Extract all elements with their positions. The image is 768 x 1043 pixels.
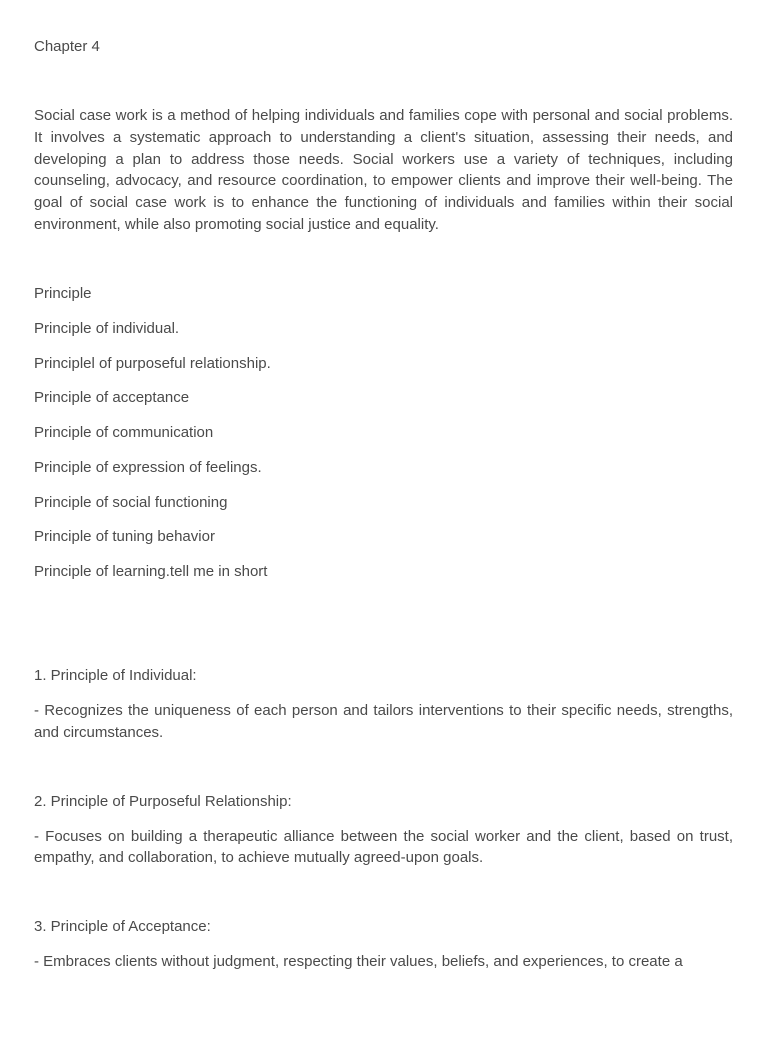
answer-body: - Focuses on building a therapeutic alliance between the social worker and the client, based on trust, empathy, and collaboration, to achieve mutually agreed-upon goals.	[34, 827, 733, 867]
answer-body: - Embraces clients without judgment, respecting their values, beliefs, and experiences, to create a	[34, 953, 683, 970]
answer-item	[34, 666, 733, 792]
principle-item: Principle of communication	[34, 424, 214, 441]
answer-heading: 3. Principle of Acceptance:	[34, 918, 211, 935]
answer-body: - Recognizes the uniqueness of each person and tailors interventions to their specific needs, strengths, and circumstances.	[34, 702, 733, 741]
principle-item: Principle of expression of feelings.	[34, 458, 262, 476]
answer-heading: 1. Principle of Individual:	[34, 667, 197, 684]
chapter-label: Chapter 4	[34, 38, 100, 55]
answer-heading: 2. Principle of Purposeful Relationship:	[34, 792, 292, 810]
principle-item: Principlel of purposeful relationship.	[34, 354, 271, 372]
principle-item: Principle of learning.tell me in short	[34, 563, 268, 580]
principle-item: Principle of tuning behavior	[34, 528, 215, 546]
principle-item: Principle of social functioning	[34, 493, 228, 511]
answer-item	[34, 792, 733, 918]
answers-section	[34, 666, 733, 1043]
principle-item: Principle of acceptance	[34, 389, 190, 407]
principles-list	[34, 284, 271, 597]
principle-item: Principle of individual.	[34, 319, 180, 337]
intro-paragraph: Social case work is a method of helping individuals and families cope with personal and social problems. It involves a systematic approach to understanding a client's situation, assessing their needs, and developing a plan to address those needs. Social workers use a variety of techniques, including counseling, advocacy, and resource coordination, to empower clients and improve their well-being. The goal of social case work is to enhance the functioning of individuals and families within their social environment, while also promoting social justice and equality.	[34, 107, 733, 233]
principle-item: Principle	[34, 285, 92, 302]
